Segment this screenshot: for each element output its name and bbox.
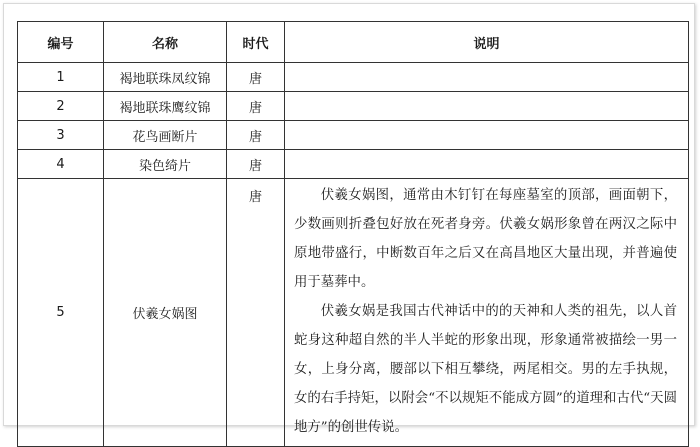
artifact-table [17, 21, 689, 447]
cell-id: 3 [18, 121, 104, 150]
cell-desc [285, 92, 689, 121]
cell-era: 唐 [227, 121, 285, 150]
cell-desc [285, 150, 689, 179]
header-era: 时代 [227, 22, 285, 63]
cell-name: 染色绮片 [104, 150, 227, 179]
cell-desc [285, 63, 689, 92]
table-row [18, 150, 689, 179]
cell-era: 唐 [227, 92, 285, 121]
table-row [18, 121, 689, 150]
table-row [18, 92, 689, 121]
cell-name: 褐地联珠凤纹锦 [104, 63, 227, 92]
cell-id: 1 [18, 63, 104, 92]
document-frame [3, 3, 695, 435]
header-name: 名称 [104, 22, 227, 63]
table-row [18, 179, 689, 447]
cell-desc [285, 121, 689, 150]
desc-paragraph: 伏羲女娲图，通常由木钉钉在每座墓室的顶部，画面朝下，少数画则折叠包好放在死者身旁。伏羲女娲形象曾在两汉之际中原地带盛行，中断数百年之后又在高昌地区大量出现，并普遍使用于墓葬中。 [294, 188, 677, 290]
table-row [18, 63, 689, 92]
cell-name: 花鸟画断片 [104, 121, 227, 150]
cell-id: 4 [18, 150, 104, 179]
cell-era: 唐 [227, 150, 285, 179]
header-desc: 说明 [285, 22, 689, 63]
cell-name: 伏羲女娲图 [104, 179, 227, 447]
cell-id: 5 [18, 179, 104, 447]
header-id: 编号 [18, 22, 104, 63]
cell-era: 唐 [227, 179, 285, 447]
cell-id: 2 [18, 92, 104, 121]
desc-paragraph: 伏羲女娲是我国古代神话中的的天神和人类的祖先，以人首蛇身这种超自然的半人半蛇的形象出现，形象通常被描绘一男一女，上身分离，腰部以下相互攀绕，两尾相交。男的左手执规，女的右手持矩，以附会“不以规矩不能成方圆”的道理和古代“天圆地方”的创世传说。 [294, 304, 677, 435]
cell-era: 唐 [227, 63, 285, 92]
cell-desc [285, 179, 689, 447]
header-row [18, 22, 689, 63]
cell-name: 褐地联珠鹰纹锦 [104, 92, 227, 121]
